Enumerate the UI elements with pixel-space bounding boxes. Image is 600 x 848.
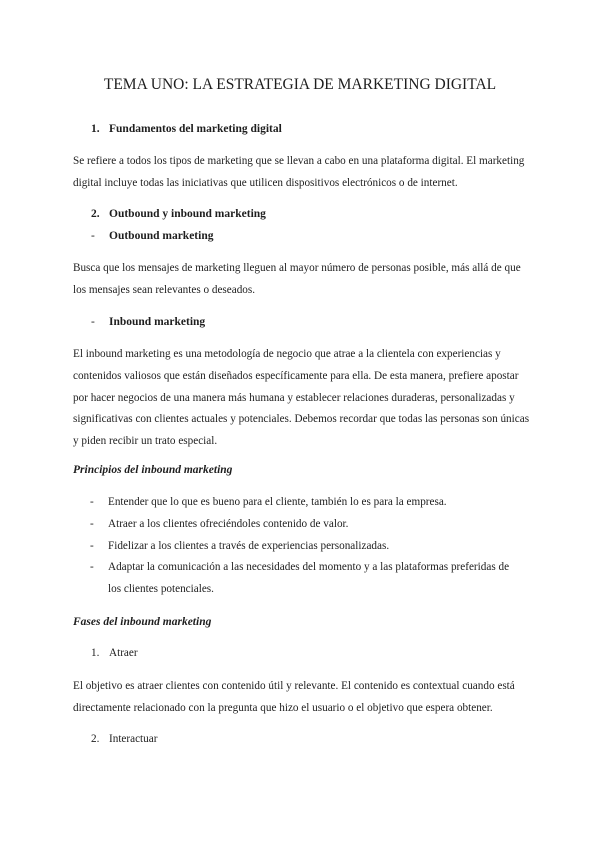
phase-number: 1. — [91, 647, 100, 659]
dash-marker: - — [90, 496, 94, 508]
subheading-inbound — [91, 316, 205, 328]
list-item — [90, 536, 520, 558]
phase-item-interactuar — [91, 733, 157, 745]
section-heading-text: Fundamentos del marketing digital — [109, 123, 282, 135]
heading-fases: Fases del inbound marketing — [73, 616, 212, 628]
dash-marker: - — [90, 561, 94, 574]
dash-marker: - — [91, 316, 95, 328]
dash-marker: - — [90, 539, 94, 552]
principles-list — [90, 492, 520, 601]
phase-label: Interactuar — [109, 733, 158, 745]
list-item-text: Atraer a los clientes ofreciéndoles contenido de valor. — [108, 517, 349, 530]
list-item — [90, 492, 520, 514]
heading-principios: Principios del inbound marketing — [73, 464, 233, 476]
subheading-outbound — [91, 230, 213, 242]
section-heading-outbound-inbound — [91, 208, 266, 220]
paragraph-fundamentos: Se refiere a todos los tipos de marketing que se llevan a cabo en una plataforma digital. El marketing digital incluye todas las iniciativas que utilicen dispositivos electrónicos o de internet. — [73, 155, 525, 189]
paragraph-atraer: El objetivo es atraer clientes con contenido útil y relevante. El contenido es contextual cuando está directamente relacionado con la pregunta que hizo el usuario o el objetivo que espera obtener. — [73, 680, 515, 714]
list-item — [90, 514, 520, 536]
list-item — [90, 557, 520, 601]
section-number: 2. — [91, 208, 100, 220]
phase-label: Atraer — [109, 647, 138, 659]
dash-marker: - — [90, 517, 94, 530]
paragraph-outbound: Busca que los mensajes de marketing lleguen al mayor número de personas posible, más allá de que los mensajes sean relevantes o deseados. — [73, 262, 521, 296]
paragraph-inbound: El inbound marketing es una metodología de negocio que atrae a la clientela con experiencias y contenidos valiosos que están diseñados específicamente para ella. De esta manera, prefiere apostar por hacer negocios de una manera más humana y establecer relaciones duraderas, personalizadas y significativas con clientes actuales y potenciales. Debemos recordar que todas las personas son únicas y piden recibir un trato especial. — [73, 348, 530, 448]
phase-number: 2. — [91, 733, 100, 745]
document-title: TEMA UNO: LA ESTRATEGIA DE MARKETING DIGITAL — [103, 76, 497, 93]
section-heading-text: Outbound y inbound marketing — [109, 208, 266, 220]
section-number: 1. — [91, 123, 100, 135]
section-heading-fundamentos — [91, 123, 282, 135]
subheading-text: Outbound marketing — [109, 230, 214, 242]
subheading-text: Inbound marketing — [109, 316, 206, 328]
list-item-text: Entender que lo que es bueno para el cliente, también lo es para la empresa. — [108, 496, 447, 508]
list-item-text: Fidelizar a los clientes a través de experiencias personalizadas. — [108, 539, 390, 552]
dash-marker: - — [91, 230, 95, 242]
phase-item-atraer — [91, 647, 138, 659]
list-item-text: Adaptar la comunicación a las necesidades del momento y a las plataformas preferidas de los clientes potenciales. — [108, 561, 510, 596]
